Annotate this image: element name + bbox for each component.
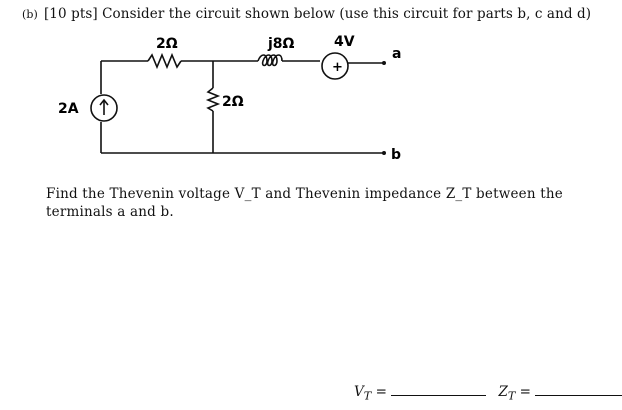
- current-source-label: 2A: [58, 101, 79, 117]
- vt-equals: =: [375, 384, 387, 400]
- shunt-resistor: [208, 88, 218, 111]
- vsource-label: 4V: [334, 34, 355, 50]
- answer-blanks: [354, 383, 622, 403]
- r-series-label: 2Ω: [156, 36, 178, 52]
- part-label: (b): [22, 8, 38, 21]
- circuit-diagram: [0, 0, 622, 180]
- zt-label: Z: [498, 384, 508, 400]
- series-resistor: [148, 55, 181, 67]
- vsource-sign: +: [332, 60, 343, 75]
- zt-equals: =: [519, 384, 531, 400]
- inductor: [258, 55, 282, 66]
- vt-sub: T: [363, 389, 372, 403]
- inductor-label: j8Ω: [268, 36, 295, 52]
- zt-sub: T: [507, 389, 516, 403]
- shunt-label: 2Ω: [222, 94, 244, 110]
- terminal-a-label: a: [392, 46, 402, 62]
- terminal-b-dot: [382, 151, 386, 155]
- zt-answer-blank[interactable]: [535, 383, 622, 396]
- vt-answer-blank[interactable]: [391, 383, 486, 396]
- vt-label: V: [354, 384, 364, 400]
- question-text: Find the Thevenin voltage V_T and Thevenin impedance Z_T between the terminals a and b.: [46, 186, 563, 220]
- terminal-b-label: b: [391, 147, 402, 163]
- header-text: [10 pts] Consider the circuit shown below (use this circuit for parts b, c and d): [43, 6, 592, 22]
- terminal-a-dot: [382, 61, 386, 65]
